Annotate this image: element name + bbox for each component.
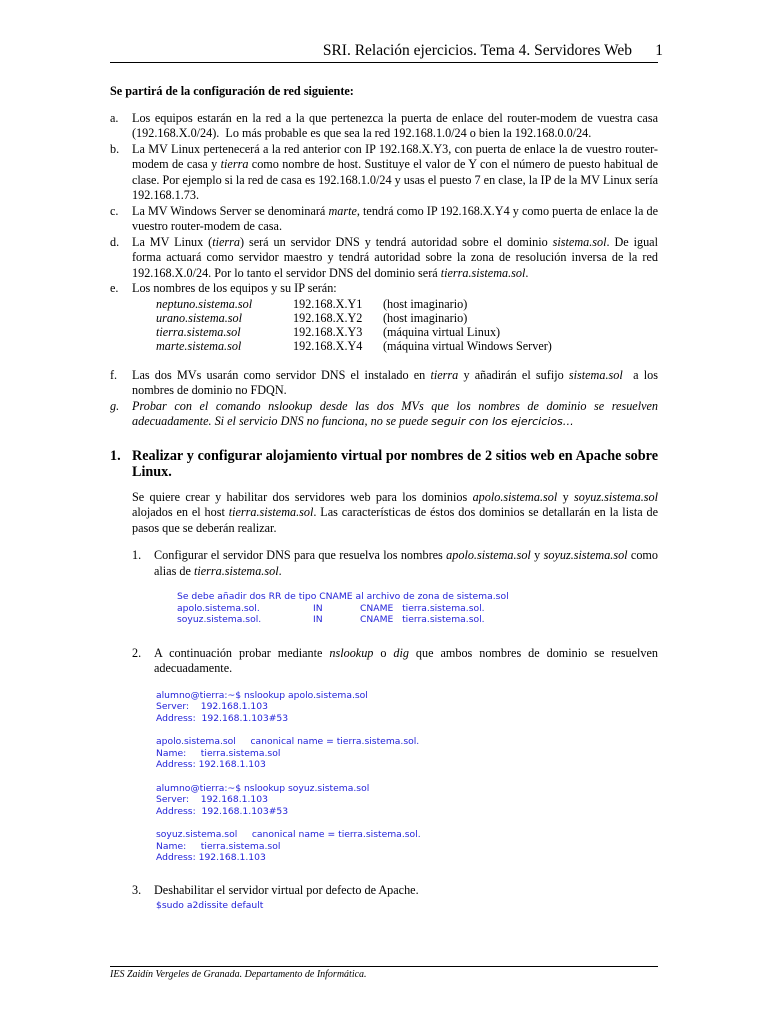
record-name: apolo.sistema.sol. [177, 602, 260, 614]
code-line: Address: 192.168.1.103#53 [156, 712, 289, 724]
step-marker: 3. [132, 882, 142, 897]
list-item [110, 368, 658, 399]
code-line: alumno@tierra:~$ nslookup apolo.sistema.sol [156, 689, 368, 701]
code-line: Address: 192.168.1.103 [156, 852, 266, 863]
host-ip: 192.168.X.Y2 [293, 310, 363, 325]
host-ip: 192.168.X.Y3 [293, 324, 363, 339]
item-text: La MV Linux (tierra) será un servidor DNS y tendrá autoridad sobre el dominio sistema.sol. De igual forma actuará como servidor maestro y tendrá autoridad sobre la zona de resolución inversa de la red 192.168.X.0/24. Por lo tanto el servidor DNS del dominio será tierra.sistema.sol. [132, 234, 658, 280]
item-marker: f. [110, 367, 118, 382]
hosts-table [156, 297, 552, 353]
code-line: Address: 192.168.1.103#53 [156, 805, 289, 817]
command-code: $sudo a2dissite default [156, 900, 264, 911]
host-name: marte.sistema.sol [156, 338, 242, 353]
page-content [110, 84, 658, 912]
item-text: Los equipos estarán en la red a la que pertenezca la puerta de enlace del router-modem de vuestra casa (192.168.X.0/24). Lo más probable es que sea la red 192.168.1.0/24 o bien la 192.168.0.0/24. [132, 110, 658, 140]
config-list [110, 111, 658, 430]
page-number: 1 [655, 42, 663, 59]
code-line: alumno@tierra:~$ nslookup soyuz.sistema.sol [156, 782, 370, 794]
code-gap [156, 817, 658, 829]
host-ip: 192.168.X.Y1 [293, 296, 363, 311]
intro-title: Se partirá de la configuración de red siguiente: [110, 84, 354, 98]
step-text: A continuación probar mediante nslookup o dig que ambos nombres de dominio se resuelven adecuadamente. [154, 645, 658, 675]
step-item [132, 883, 658, 912]
host-name: urano.sistema.sol [156, 310, 242, 325]
table-row [156, 297, 552, 311]
code-line [177, 614, 658, 626]
item-text-cursive: seguir con los ejercicios… [431, 415, 574, 428]
table-row [156, 311, 552, 325]
item-marker: c. [110, 203, 119, 218]
list-item [110, 281, 658, 353]
host-desc: (máquina virtual Linux) [383, 324, 501, 339]
step-text: Configurar el servidor DNS para que resuelva los nombres apolo.sistema.sol y soyuz.sistema.sol como alias de tierra.sistema.sol. [154, 548, 659, 578]
record-class: IN [313, 614, 323, 625]
step-marker: 2. [132, 645, 142, 660]
code-line: apolo.sistema.sol canonical name = tierra.sistema.sol. [156, 736, 420, 747]
step-item [132, 646, 658, 864]
section-title: Realizar y configurar alojamiento virtual por nombres de 2 sitios web en Apache sobre Linux. [132, 447, 658, 480]
record-value: CNAME tierra.sistema.sol. [360, 602, 485, 614]
dns-record-code [177, 591, 658, 626]
list-item [110, 142, 658, 204]
item-text: Probar con el comando nslookup desde las dos MVs que los nombres de dominio se resuelven adecuadamente. Si el servicio DNS no funciona, no se puede [132, 398, 658, 428]
header-title: SRI. Relación ejercicios. Tema 4. Servidores Web [322, 42, 632, 59]
list-item [110, 235, 658, 282]
code-line: soyuz.sistema.sol canonical name = tierra.sistema.sol. [156, 829, 421, 840]
code-line: Name: tierra.sistema.sol [156, 747, 281, 759]
host-desc: (host imaginario) [383, 296, 468, 311]
code-line: Server: 192.168.1.103 [156, 794, 268, 805]
code-gap [156, 724, 658, 736]
host-name: tierra.sistema.sol [156, 324, 241, 339]
section-number: 1. [110, 447, 121, 464]
section-1-heading [110, 448, 658, 480]
item-marker: e. [110, 281, 119, 295]
host-name: neptuno.sistema.sol [156, 296, 253, 311]
section-intro-paragraph: Se quiere crear y habilitar dos servidores web para los dominios apolo.sistema.sol y soyuz.sistema.sol alojados en el host tierra.sistema.sol. Las características de éstos dos dominios se detallarán en la lista de pasos que se deberán realizar. [132, 489, 659, 535]
item-marker: a. [110, 110, 119, 125]
step-text: Deshabilitar el servidor virtual por defecto de Apache. [154, 882, 419, 897]
table-row [156, 325, 552, 339]
code-line: Se debe añadir dos RR de tipo CNAME al archivo de zona de sistema.sol [177, 591, 509, 602]
steps-list [132, 548, 658, 912]
table-row [156, 339, 552, 353]
host-desc: (host imaginario) [383, 310, 468, 325]
code-line: Server: 192.168.1.103 [156, 701, 268, 712]
page-header [110, 40, 663, 63]
item-text: Las dos MVs usarán como servidor DNS el instalado en tierra y añadirán el sufijo sistema.sol a los nombres de dominio no FDQN. [132, 367, 658, 397]
code-gap [156, 771, 658, 783]
nslookup-output-code [156, 690, 658, 864]
record-name: soyuz.sistema.sol. [177, 614, 262, 625]
item-marker: b. [110, 141, 120, 156]
list-item [110, 399, 658, 430]
item-marker: d. [110, 234, 120, 249]
host-desc: (máquina virtual Windows Server) [383, 338, 552, 353]
code-line: Address: 192.168.1.103 [156, 759, 266, 770]
record-value: CNAME tierra.sistema.sol. [360, 614, 485, 625]
list-item [110, 111, 658, 142]
page-footer: IES Zaidín Vergeles de Granada. Departamento de Informática. [110, 966, 658, 980]
code-line [177, 603, 658, 615]
list-item [110, 204, 658, 235]
record-class: IN [313, 602, 323, 614]
step-item [132, 548, 658, 626]
host-ip: 192.168.X.Y4 [293, 338, 363, 353]
code-line: Name: tierra.sistema.sol [156, 840, 281, 852]
step-marker: 1. [132, 548, 142, 562]
item-text: La MV Linux pertenecerá a la red anterior con IP 192.168.X.Y3, con puerta de enlace la de vuestro router-modem de casa y tierra como nombre de host. Sustituye el valor de Y con el número de puesto habitual de clase. Por ejemplo si la red de casa es 192.168.1.0/24 y usas el puesto 7 en clase, la IP de la MV Linux sería 192.168.1.73. [132, 141, 659, 202]
item-text: La MV Windows Server se denominará marte, tendrá como IP 192.168.X.Y4 y como puerta de enlace la de vuestro router-modem de casa. [132, 203, 658, 233]
item-text: Los nombres de los equipos y su IP serán: [132, 281, 337, 295]
item-marker: g. [110, 398, 120, 413]
